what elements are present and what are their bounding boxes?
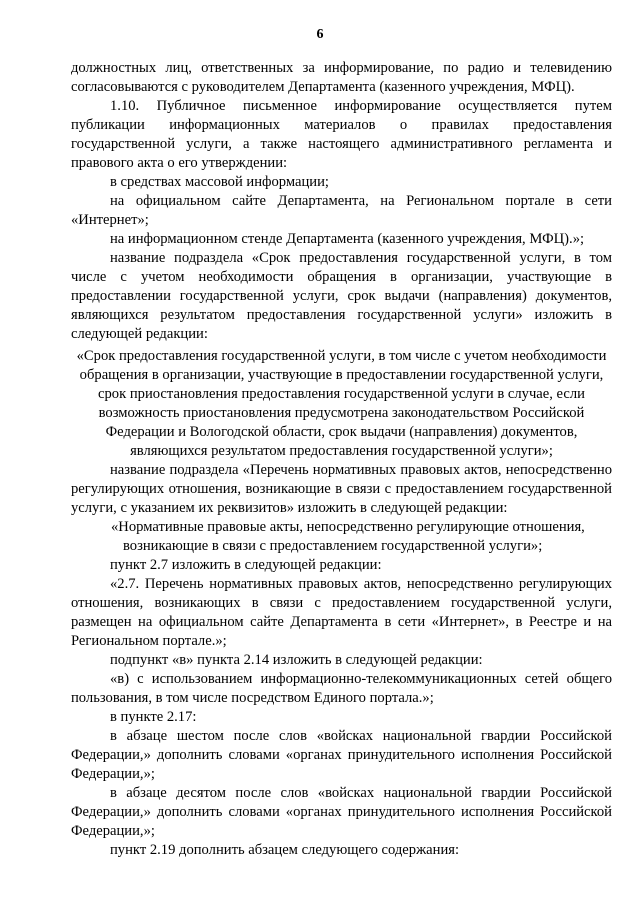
paragraph-2-17-intro: в пункте 2.17:: [110, 709, 197, 725]
paragraph-legal-acts-title-change: название подраздела «Перечень нормативных правовых актов, непосредственно регулирующих отношения, возникающие в связи с предоставлением государственной услуги, с указанием их реквизитов» изложить в следующей редакции:: [71, 462, 612, 516]
document-body: [71, 59, 612, 860]
paragraph-2-17-sixth: в абзаце шестом после слов «войсках национальной гвардии Российской Федерации,» дополнить словами «органах принудительного исполнения Российской Федерации,»;: [71, 728, 612, 782]
paragraph-2-7-text: «2.7. Перечень нормативных правовых актов, непосредственно регулирующих отношения, возникающих в связи с предоставлением государственной услуги, размещен на официальном сайте Департамента в сети «Интернет», в Реестре и на Региональном портале.»;: [71, 576, 612, 649]
list-item-website: на официальном сайте Департамента, на Региональном портале в сети «Интернет»;: [71, 193, 612, 228]
quoted-legal-acts-title: [71, 518, 612, 556]
quoted-legal-acts-title-line2: возникающие в связи с предоставлением государственной услуги»;: [123, 538, 543, 554]
paragraph-1-10: 1.10. Публичное письменное информирование осуществляется путем публикации информационных материалов о правилах предоставления государственной услуги, а также настоящего административного регламента и правового акта о его утверждении:: [71, 98, 612, 171]
paragraph-2-17-tenth: в абзаце десятом после слов «войсках национальной гвардии Российской Федерации,» дополнить словами «органах принудительного исполнения Российской Федерации,»;: [71, 785, 612, 839]
paragraph-continuation: должностных лиц, ответственных за информирование, по радио и телевидению согласовываются с руководителем Департамента (казенного учреждения, МФЦ).: [71, 60, 612, 95]
paragraph-2-7-intro: пункт 2.7 изложить в следующей редакции:: [110, 557, 382, 573]
paragraph-2-19-intro: пункт 2.19 дополнить абзацем следующего содержания:: [110, 842, 460, 858]
paragraph-subsection-title-change: название подраздела «Срок предоставления государственной услуги, в том числе с учетом необходимости обращения в организации, участвующие в предоставлении государственной услуги, срок выдачи (направления) документов, являющихся результатом предоставления государственной услуги» изложить в следующей редакции:: [71, 250, 612, 342]
paragraph-2-14-intro: подпункт «в» пункта 2.14 изложить в следующей редакции:: [110, 652, 483, 668]
list-item-stand: на информационном стенде Департамента (казенного учреждения, МФЦ).»;: [110, 231, 585, 247]
page-number: 6: [316, 27, 324, 42]
quoted-subsection-title: «Срок предоставления государственной услуги, в том числе с учетом необходимости обращения в организации, участвующие в предоставлении государственной услуги, срок приостановления предоставления государственной услуги в случае, если возможность приостановления предусмотрена законодательством Российской Федерации и Вологодской области, срок выдачи (направления) документов, являющихся результатом предоставления государственной услуги»;: [76, 348, 607, 459]
list-item-media: в средствах массовой информации;: [110, 174, 329, 190]
paragraph-2-14-text: «в) с использованием информационно-телекоммуникационных сетей общего пользования, в том числе посредством Единого портала.»;: [71, 671, 612, 706]
quoted-legal-acts-title-line1: «Нормативные правовые акты, непосредственно регулирующие отношения,: [111, 519, 585, 535]
